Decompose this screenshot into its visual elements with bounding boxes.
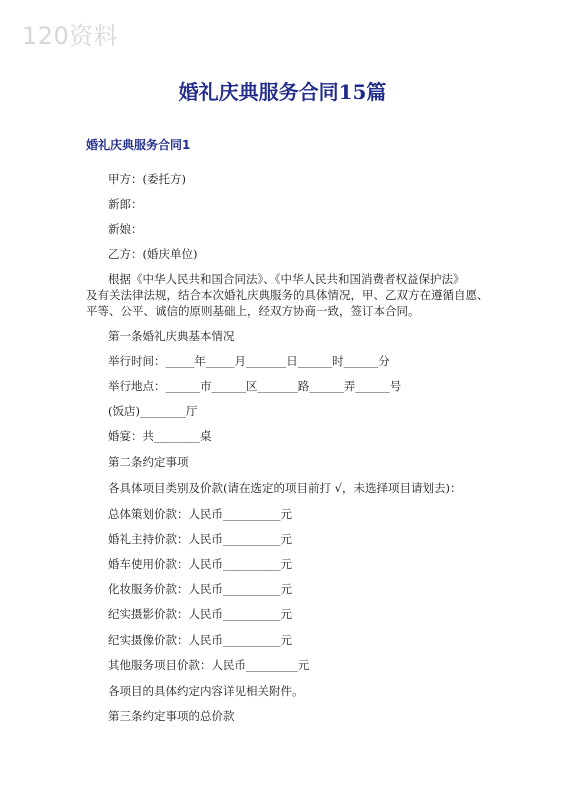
clause-heading-1: 第一条婚礼庆典基本情况 [108,329,235,343]
intro-line-3: 平等、公平、诚信的原则基础上，经双方协商一致，签订本合同。 [86,304,420,318]
time-line: 举行时间：_____年_____月_______日______时______分 [108,354,390,368]
clause-heading-3: 第三条约定事项的总价款 [108,709,235,723]
clause-heading-2: 第二条约定事项 [108,455,189,469]
host-price-line: 婚礼主持价款：人民币__________元 [108,532,292,546]
banquet-line: 婚宴：共________桌 [108,429,212,443]
other-price-line: 其他服务项目价款：人民币_________元 [108,658,310,672]
bride-line: 新娘： [108,222,143,236]
items-instruction-line: 各具体项目类别及价款(请在选定的项目前打 √，未选择项目请划去)： [108,481,462,495]
document-title: 婚礼庆典服务合同15篇 [178,80,387,104]
location-line: 举行地点：______市______区_______路______弄______号 [108,379,402,393]
party-a-line: 甲方：(委托方) [108,172,186,186]
section-heading: 婚礼庆典服务合同1 [86,138,191,152]
makeup-price-line: 化妆服务价款：人民币__________元 [108,582,292,596]
photo-price-line: 纪实摄影价款：人民币__________元 [108,607,292,621]
video-price-line: 纪实摄像价款：人民币__________元 [108,633,292,647]
intro-line-2: 及有关法律法规，结合本次婚礼庆典服务的具体情况，甲、乙双方在遵循自愿、 [86,288,489,302]
watermark: 120资料 [22,22,119,50]
party-b-line: 乙方：(婚庆单位) [108,247,198,261]
planning-price-line: 总体策划价款：人民币__________元 [108,507,292,521]
hotel-hall-line: (饭店)________厅 [108,404,198,418]
groom-line: 新郎： [108,197,143,211]
intro-line-1: 根据《中华人民共和国合同法》、《中华人民共和国消费者权益保护法》 [108,272,465,286]
attachment-note-line: 各项目的具体约定内容详见相关附件。 [108,684,304,698]
car-price-line: 婚车使用价款：人民币__________元 [108,557,292,571]
